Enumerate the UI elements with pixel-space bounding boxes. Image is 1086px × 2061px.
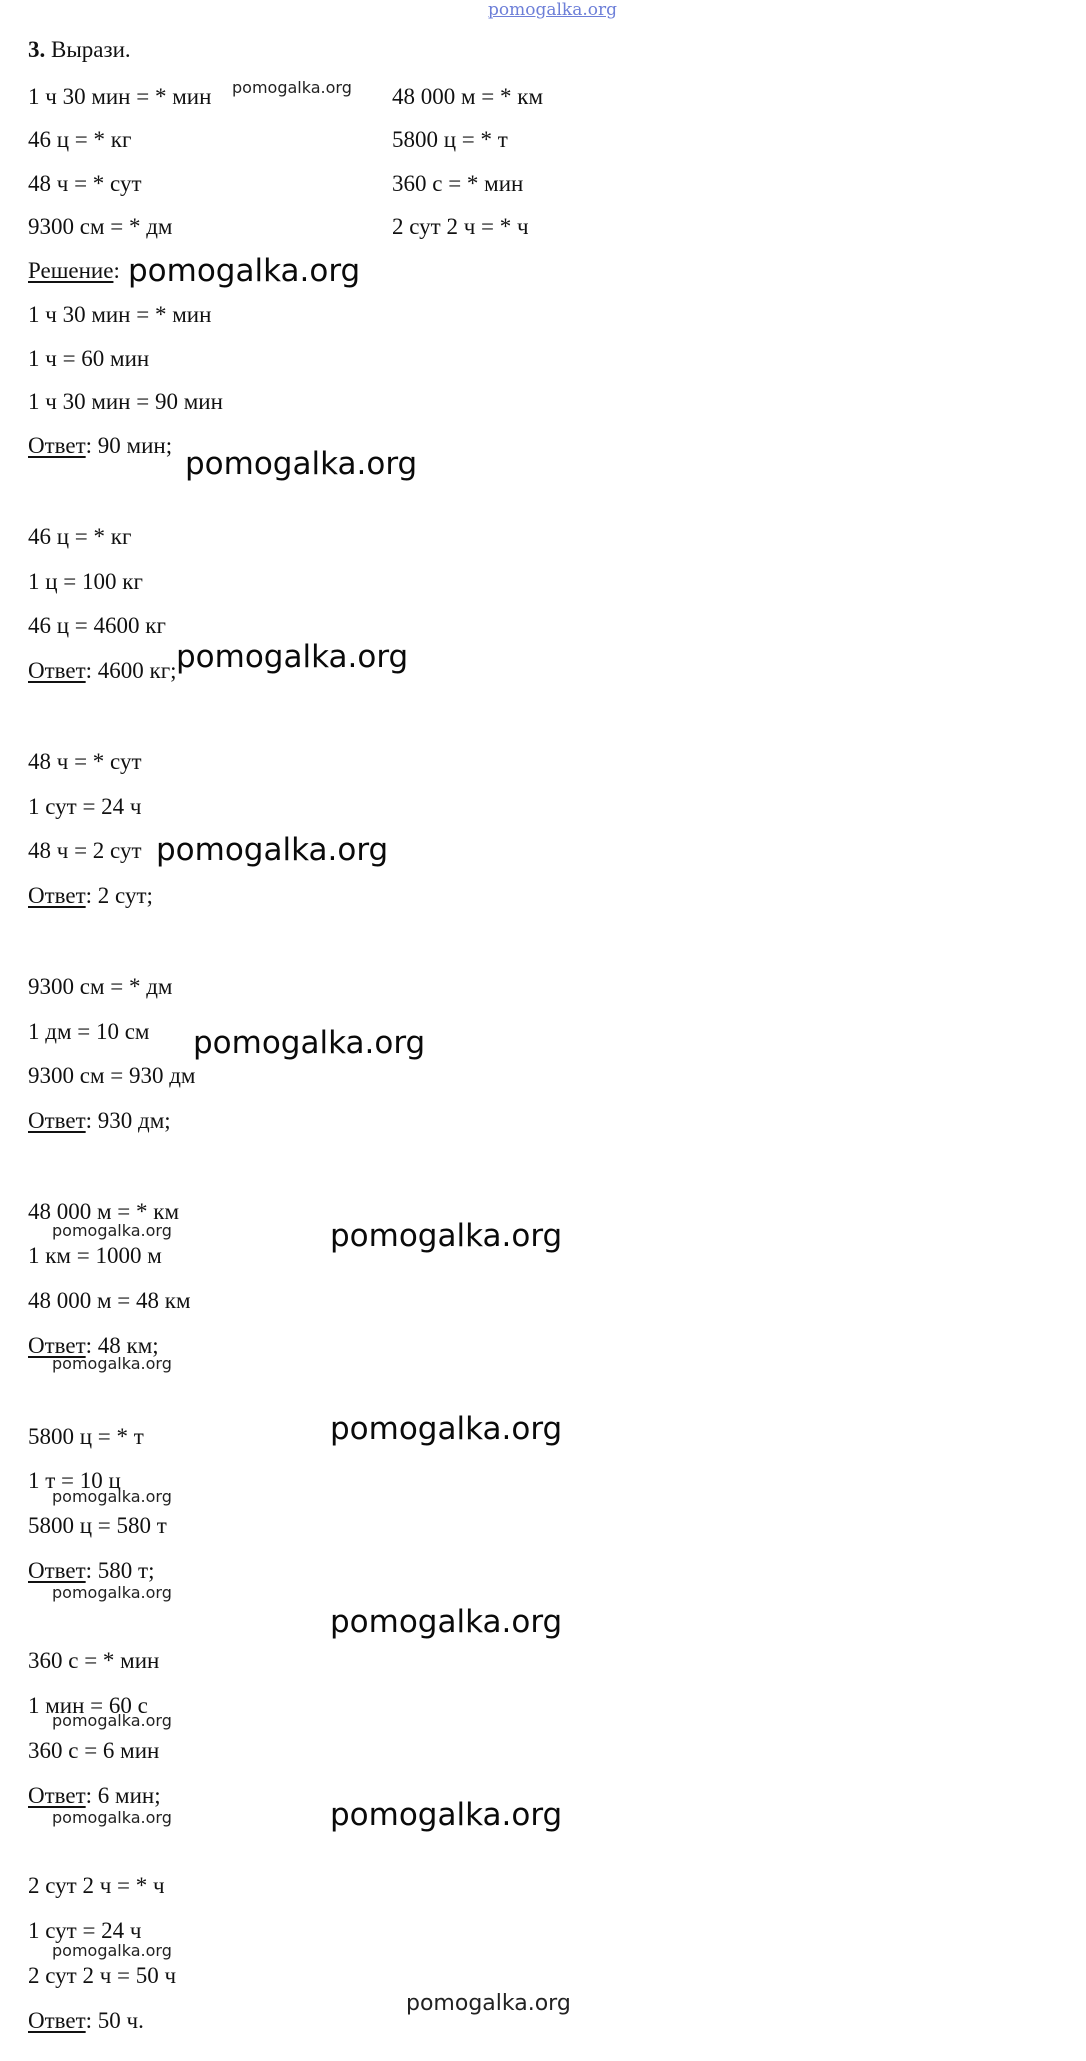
watermark: pomogalka.org: [330, 1411, 563, 1447]
watermark: pomogalka.org: [52, 1221, 172, 1240]
watermark: pomogalka.org: [406, 1991, 571, 2016]
watermark: pomogalka.org: [193, 1025, 426, 1061]
watermark: pomogalka.org: [156, 832, 389, 868]
solution-line: 9300 см = * дм: [28, 974, 173, 999]
answer-label: Ответ: [28, 2008, 86, 2033]
solution-line: 9300 см = 930 дм: [28, 1063, 196, 1088]
solution-line: 1 ч 30 мин = * мин: [28, 302, 212, 327]
solution-line: 46 ц = * кг: [28, 524, 132, 549]
answer-label: Ответ: [28, 1558, 86, 1583]
solution-heading: Решение:: [28, 258, 120, 283]
answer-value: : 4600 кг;: [85, 658, 177, 683]
solution-line: 5800 ц = 580 т: [28, 1513, 167, 1538]
watermark: pomogalka.org: [330, 1797, 563, 1833]
top-watermark-link[interactable]: pomogalka.org: [488, 0, 618, 20]
answer-value: : 930 дм;: [85, 1108, 171, 1133]
solution-line: 2 сут 2 ч = 50 ч: [28, 1963, 177, 1988]
solution-line: 1 мин = 60 с: [28, 1693, 148, 1718]
answer-value: : 48 км;: [85, 1333, 159, 1358]
answer-value: : 2 сут;: [85, 883, 153, 908]
watermark: pomogalka.org: [52, 1583, 172, 1602]
watermark: pomogalka.org: [52, 1354, 172, 1373]
task-expression: 1 ч 30 мин = * мин: [28, 84, 212, 109]
answer-value: : 50 ч.: [85, 2008, 144, 2033]
solution-line: 48 000 м = * км: [28, 1199, 180, 1224]
watermark: pomogalka.org: [330, 1218, 563, 1254]
task-expression: 360 с = * мин: [392, 171, 524, 196]
watermark: pomogalka.org: [128, 253, 361, 289]
answer-label: Ответ: [28, 883, 86, 908]
task-number: 3.: [28, 37, 46, 62]
task-expression: 48 000 м = * км: [392, 84, 544, 109]
solution-line: 1 дм = 10 см: [28, 1019, 150, 1044]
task-expression: 48 ч = * сут: [28, 171, 142, 196]
watermark: pomogalka.org: [52, 1941, 172, 1960]
answer-line: [28, 659, 177, 682]
solution-line: 48 000 м = 48 км: [28, 1288, 191, 1313]
watermark: pomogalka.org: [52, 1487, 172, 1506]
solution-line: 2 сут 2 ч = * ч: [28, 1873, 165, 1898]
solution-line: 1 ч = 60 мин: [28, 346, 150, 371]
task-expression: 5800 ц = * т: [392, 127, 508, 152]
answer-line: [28, 1109, 171, 1132]
answer-label: Ответ: [28, 433, 86, 458]
answer-value: : 90 мин;: [85, 433, 173, 458]
answer-value: : 580 т;: [85, 1558, 155, 1583]
task-expression: 9300 см = * дм: [28, 214, 173, 239]
answer-label: Ответ: [28, 1783, 86, 1808]
solution-line: 48 ч = * сут: [28, 749, 142, 774]
watermark: pomogalka.org: [232, 78, 352, 97]
answer-value: : 6 мин;: [85, 1783, 161, 1808]
task-expression: 46 ц = * кг: [28, 127, 132, 152]
answer-line: [28, 2009, 144, 2032]
solution-line: 48 ч = 2 сут: [28, 838, 142, 863]
watermark: pomogalka.org: [52, 1711, 172, 1730]
task-instruction: Вырази.: [51, 37, 131, 62]
answer-line: [28, 1784, 161, 1807]
answer-label: Ответ: [28, 658, 86, 683]
solution-line: 360 с = * мин: [28, 1648, 160, 1673]
solution-line: 5800 ц = * т: [28, 1424, 144, 1449]
solution-line: 1 сут = 24 ч: [28, 794, 142, 819]
watermark: pomogalka.org: [185, 446, 418, 482]
answer-line: [28, 1559, 155, 1582]
solution-line: 1 сут = 24 ч: [28, 1918, 142, 1943]
solution-line: 1 т = 10 ц: [28, 1468, 121, 1493]
solution-line: 46 ц = 4600 кг: [28, 613, 166, 638]
watermark: pomogalka.org: [52, 1808, 172, 1827]
watermark: pomogalka.org: [330, 1604, 563, 1640]
task-heading: [28, 38, 131, 61]
answer-line: [28, 884, 153, 907]
task-expression: 2 сут 2 ч = * ч: [392, 214, 529, 239]
watermark: pomogalka.org: [176, 639, 409, 675]
solution-line: 1 ц = 100 кг: [28, 569, 143, 594]
solution-label: Решение: [28, 258, 114, 283]
answer-label: Ответ: [28, 1108, 86, 1133]
solution-line: 1 км = 1000 м: [28, 1243, 162, 1268]
answer-label: Ответ: [28, 1333, 86, 1358]
solution-line: 1 ч 30 мин = 90 мин: [28, 389, 223, 414]
solution-line: 360 с = 6 мин: [28, 1738, 160, 1763]
answer-line: [28, 434, 172, 457]
